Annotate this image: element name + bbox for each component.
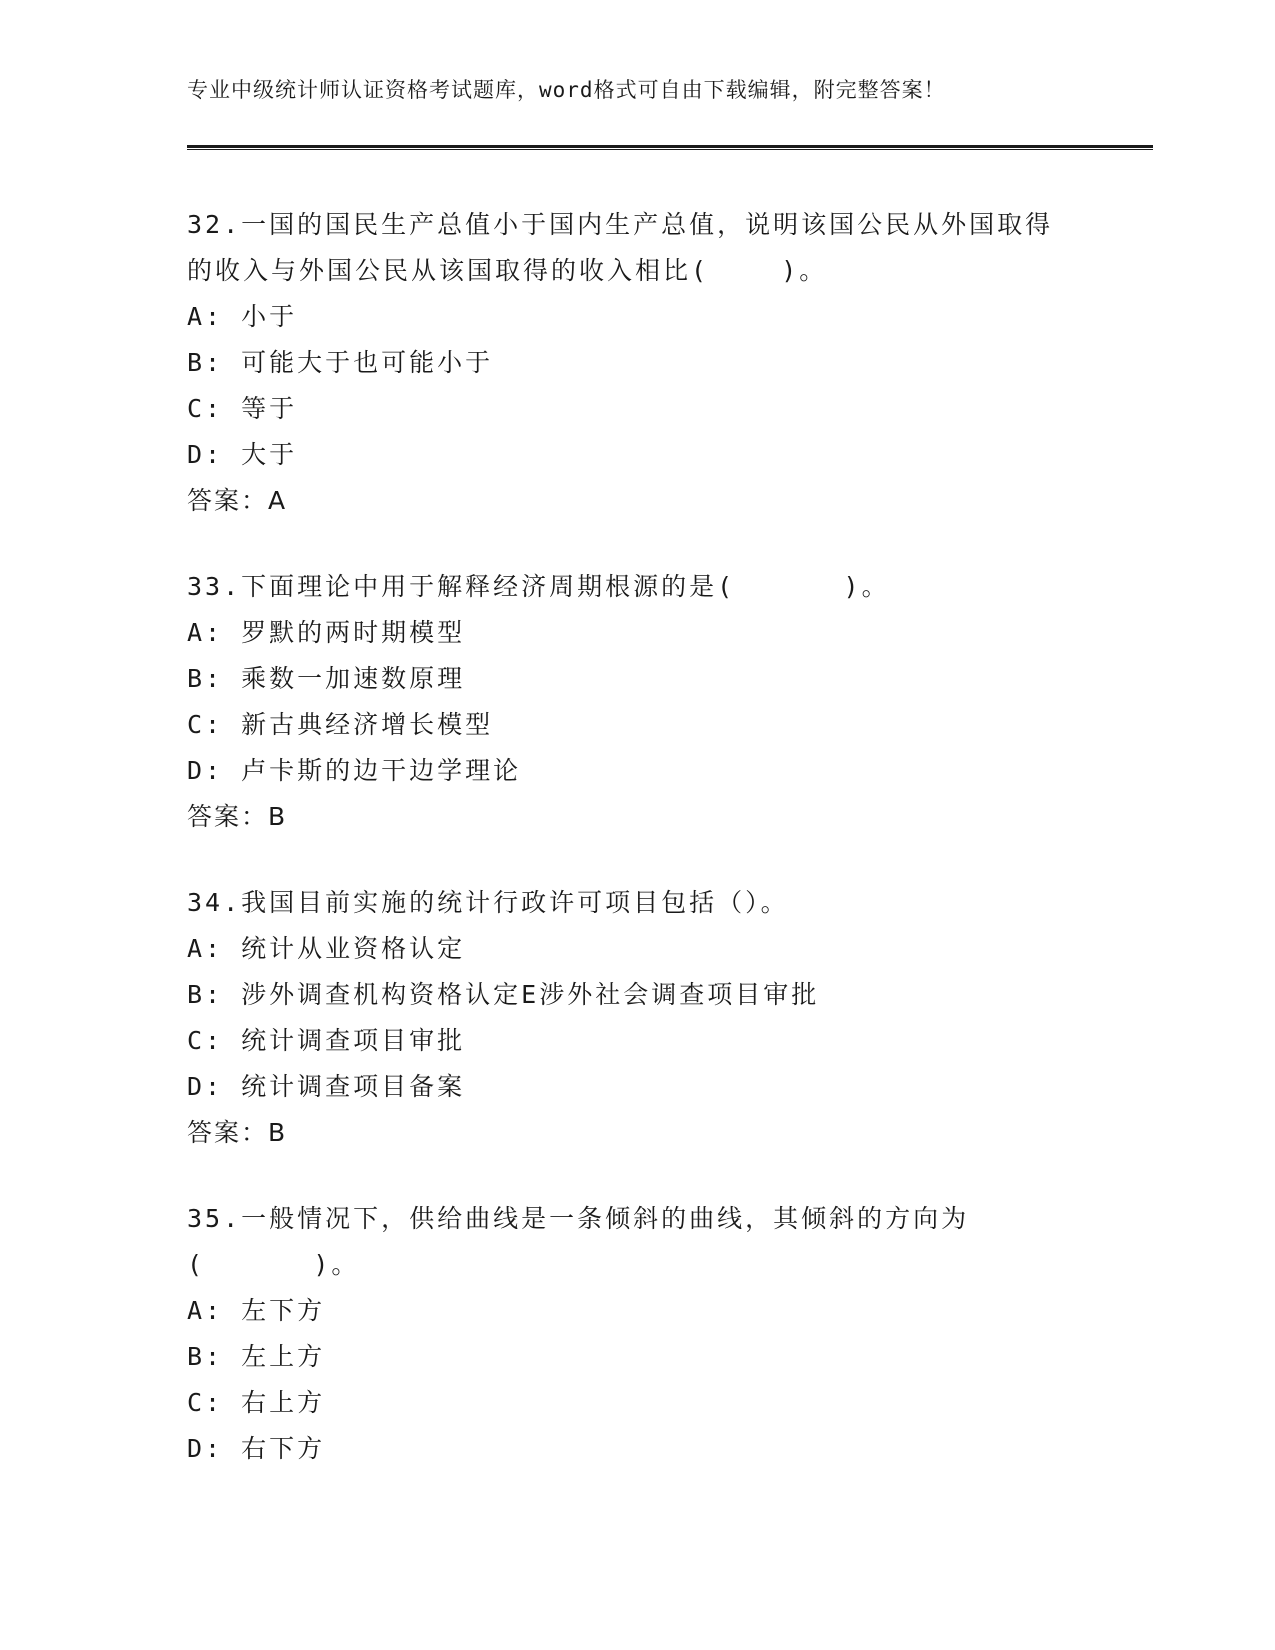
option-b: B: 涉外调查机构资格认定E涉外社会调查项目审批 [187, 980, 820, 1009]
option-b: B: 可能大于也可能小于 [187, 348, 494, 377]
option-b: B: 左上方 [187, 1342, 326, 1371]
answer: 答案：B [187, 802, 288, 831]
option-a: A: 罗默的两时期模型 [187, 618, 466, 647]
header-divider-thick [187, 145, 1153, 148]
question-stem-line: 32.一国的国民生产总值小于国内生产总值，说明该国公民从外国取得 [187, 210, 1054, 239]
option-d: D: 大于 [187, 440, 298, 469]
question-stem-line: 33.下面理论中用于解释经济周期根源的是( )。 [187, 572, 890, 601]
option-d: D: 统计调查项目备案 [187, 1072, 466, 1101]
option-a: A: 左下方 [187, 1296, 326, 1325]
question-stem-line: ( )。 [187, 1250, 360, 1279]
option-d: D: 卢卡斯的边干边学理论 [187, 756, 522, 785]
question-33 [187, 564, 1087, 840]
header-divider-thin [187, 149, 1153, 150]
option-a: A: 统计从业资格认定 [187, 934, 466, 963]
option-c: C: 等于 [187, 394, 298, 423]
option-c: C: 新古典经济增长模型 [187, 710, 494, 739]
option-c: C: 统计调查项目审批 [187, 1026, 466, 1055]
question-stem-line: 的收入与外国公民从该国取得的收入相比( )。 [187, 256, 828, 285]
header-divider [187, 145, 1153, 151]
option-b: B: 乘数一加速数原理 [187, 664, 466, 693]
option-d: D: 右下方 [187, 1434, 326, 1463]
question-32 [187, 202, 1087, 524]
question-stem-line: 34.我国目前实施的统计行政许可项目包括（）。 [187, 888, 789, 917]
question-35 [187, 1196, 1087, 1472]
page-header: 专业中级统计师认证资格考试题库，word格式可自由下载编辑，附完整答案！ [187, 78, 946, 102]
question-list [187, 202, 1087, 1512]
answer: 答案：A [187, 486, 288, 515]
question-34 [187, 880, 1087, 1156]
question-stem-line: 35.一般情况下，供给曲线是一条倾斜的曲线，其倾斜的方向为 [187, 1204, 970, 1233]
option-a: A: 小于 [187, 302, 298, 331]
option-c: C: 右上方 [187, 1388, 326, 1417]
answer: 答案：B [187, 1118, 288, 1147]
